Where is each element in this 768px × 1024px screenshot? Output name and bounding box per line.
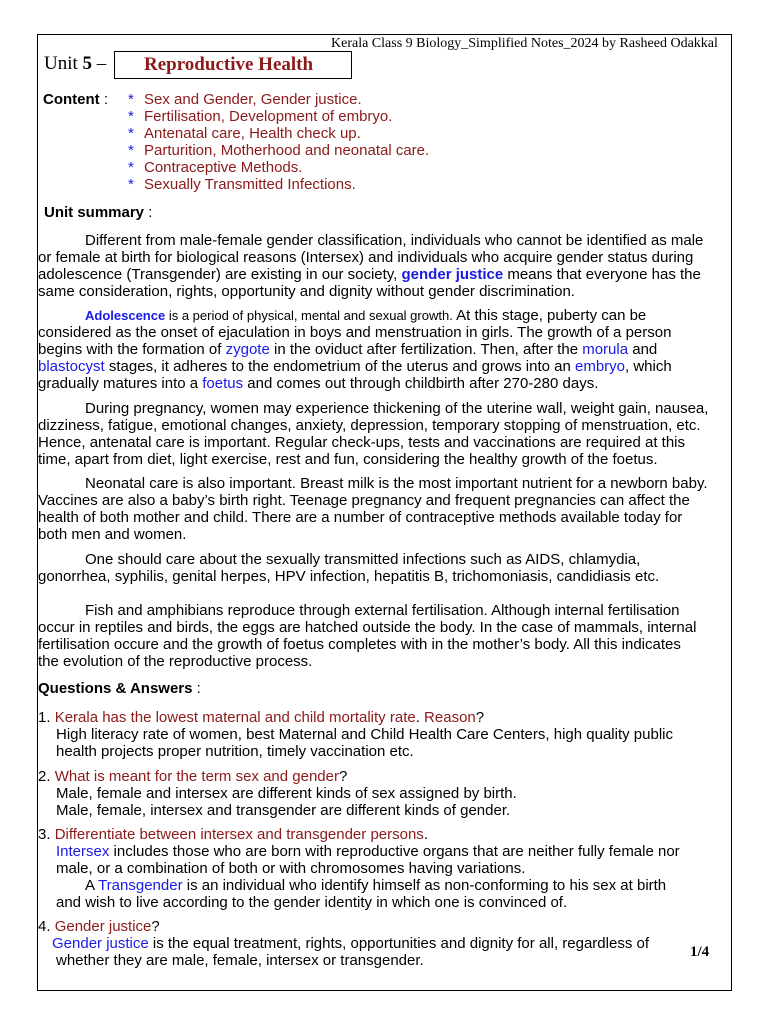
term-morula: morula [582,341,629,358]
source-note: Kerala Class 9 Biology_Simplified Notes_2024 by Rasheed Odakkal [331,36,718,51]
term-intersex: Intersex [56,843,110,860]
content-item: * Fertilisation, Development of embryo. [128,108,393,125]
content-item: * Contraceptive Methods. [128,159,303,176]
page-number: 1/4 [690,944,710,960]
content-item: * Antenatal care, Health check up. [128,125,361,142]
qa-heading: Questions & Answers : [38,680,201,697]
summary-heading: Unit summary : [44,204,153,221]
question-4: 4. Gender justice? Gender justice is the equal treatment, rights, opportunities and dignity for all, regardless of whether they are male, female, intersex or transgender. [38,918,649,969]
question-3: 3. Differentiate between intersex and transgender persons. Intersex includes those who are born with reproductive organs that are neither fully female nor male, or a combination of both or with chromosomes having variations. A Transgender is an individual who identify himself as non-conforming to his sex at birth and wish to live according to the gender identity in which one is convinced of. [38,826,680,911]
term-gender-justice-answer: Gender justice [52,935,149,952]
unit-title: Reproductive Health [144,54,314,75]
summary-paragraph-neonatal: Neonatal care is also important. Breast milk is the most important nutrient for a newborn baby. Vaccines are also a baby’s birth right. Teenage pregnancy and frequent pregnancies can affect the health of both mother and child. There are a number of contraceptive methods available today for both men and women. [38,475,708,543]
summary-paragraph-sti: One should care about the sexually transmitted infections such as AIDS, chlamydia, gonorrhea, syphilis, genital herpes, HPV infection, hepatitis B, trichomoniasis, candidiasis etc. [38,551,660,585]
term-gender-justice: gender justice [401,266,504,283]
unit-label: Unit 5 – [44,53,107,74]
content-item: * Sex and Gender, Gender justice. [128,91,362,108]
question-1: 1. Kerala has the lowest maternal and child mortality rate. Reason? High literacy rate of women, best Maternal and Child Health Care Centers, high quality public health projects proper nutrition, timely vaccination etc. [38,709,673,760]
summary-paragraph-evolution: Fish and amphibians reproduce through external fertilisation. Although internal fertilisation occur in reptiles and birds, the eggs are hatched outside the body. In the case of mammals, internal fertilisation occure and the growth of foetus completes with in the mother’s body. All this indicates the evolution of the reproductive process. [38,602,697,670]
term-adolescence: Adolescence [85,308,166,323]
term-transgender: Transgender [98,877,183,894]
summary-paragraph-pregnancy: During pregnancy, women may experience thickening of the uterine wall, weight gain, nausea, dizziness, fatigue, emotional changes, anxiety, depression, temporary stopping of menstruation, etc. Hence, antenatal care is important. Regular check-ups, tests and vaccinations are required at this time, apart from diet, light exercise, rest and fun, considering the healthy growth of the foetus. [38,400,709,468]
content-item: * Parturition, Motherhood and neonatal care. [128,142,430,159]
term-zygote: zygote [225,341,270,358]
content-label: Content : [43,91,108,108]
term-foetus: foetus [202,375,244,392]
summary-paragraph-gender: Different from male-female gender classification, individuals who cannot be identified as male or female at birth for biological reasons (Intersex) and individuals who acquire gender status during adolescence (Transgender) are existing in our society, gender justice means that everyone has the same consideration, rights, opportunity and dignity without gender discrimination. [38,232,704,300]
content-list [128,91,429,193]
summary-paragraph-development: Adolescence is a period of physical, mental and sexual growth. At this stage, puberty can be considered as the onset of ejaculation in boys and menstruation in girls. The growth of a person begins with the formation of zygote in the oviduct after fertilization. Then, after the morula and blastocyst stages, it adheres to the endometrium of the uterus and grows into an embryo, which gradually matures into a foetus and comes out through childbirth after 270-280 days. [38,307,672,392]
unit-title-box [114,51,352,79]
term-blastocyst: blastocyst [38,358,105,375]
question-2: 2. What is meant for the term sex and gender? Male, female and intersex are different kinds of sex assigned by birth. Male, female, intersex and transgender are different kinds of gender. [38,768,517,819]
content-item: * Sexually Transmitted Infections. [128,176,356,193]
term-embryo: embryo [574,358,626,375]
